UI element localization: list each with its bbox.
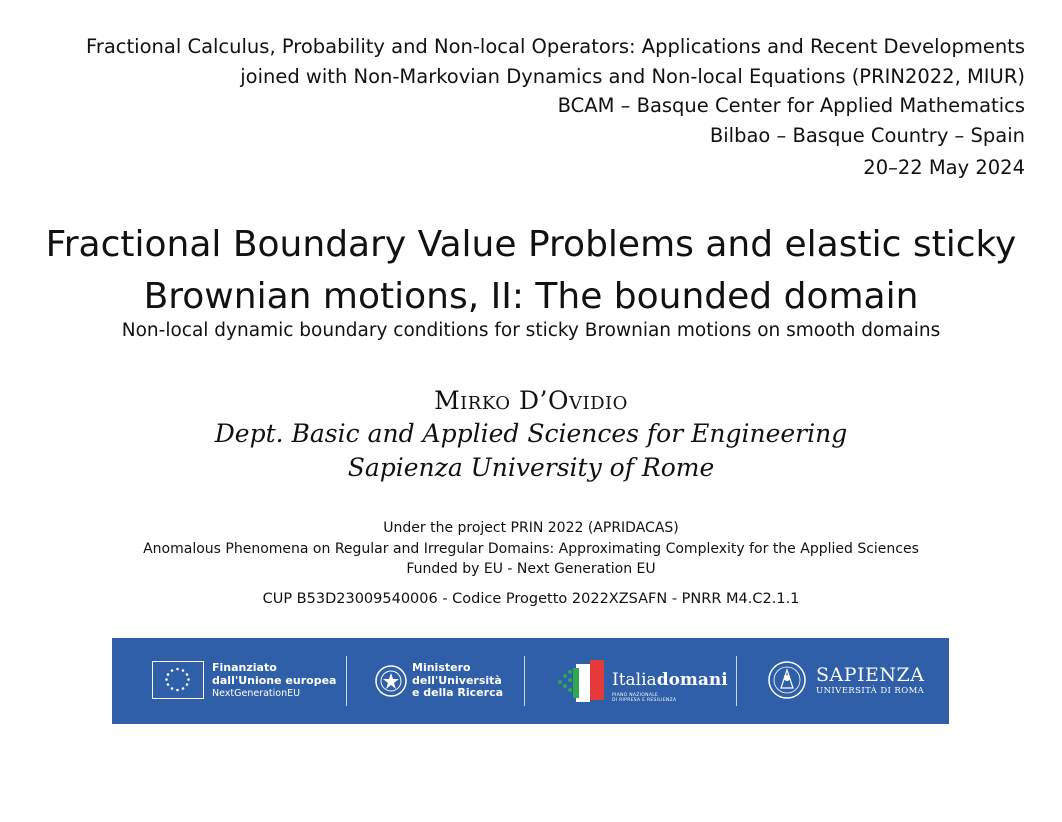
italia-domani-icon xyxy=(556,658,608,704)
sapienza-sub: UNIVERSITÀ DI ROMA xyxy=(816,686,925,696)
eu-line3: NextGenerationEU xyxy=(212,688,301,699)
eu-line1: Finanziato xyxy=(212,661,277,674)
italia-domani-subtext xyxy=(612,693,676,703)
eu-flag-icon xyxy=(152,661,204,699)
conference-date: 20–22 May 2024 xyxy=(863,156,1025,179)
italia-sub1: PIANO NAZIONALE xyxy=(612,693,659,698)
italia-part1: Italia xyxy=(612,670,657,690)
ministry-text xyxy=(412,662,503,700)
mur-line2: dell'Università xyxy=(412,673,502,687)
sapienza-wordmark xyxy=(816,664,924,696)
talk-title xyxy=(0,219,1062,323)
mur-line3: e della Ricerca xyxy=(412,686,504,699)
sapienza-name: SAPIENZA xyxy=(816,664,925,686)
project-funding: Funded by EU - Next Generation EU xyxy=(406,561,656,577)
eu-line2: dall'Unione europea xyxy=(212,674,337,687)
project-full-title: Anomalous Phenomena on Regular and Irregular Domains: Approximating Complexity for the Applied Sciences xyxy=(143,540,919,557)
italia-domani-wordmark xyxy=(612,671,728,689)
talk-title-line2: Brownian motions, II: The bounded domain xyxy=(143,276,919,317)
talk-subtitle: Non-local dynamic boundary conditions for sticky Brownian motions on smooth domains xyxy=(121,320,941,341)
conference-title: Fractional Calculus, Probability and Non-local Operators: Applications and Recent Developments xyxy=(86,35,1025,58)
italia-part2: domani xyxy=(656,670,728,690)
author-block xyxy=(0,385,1062,485)
author-university: Sapienza University of Rome xyxy=(347,453,715,482)
author-department: Dept. Basic and Applied Sciences for Engineering xyxy=(214,419,848,448)
banner-divider xyxy=(736,656,737,706)
author-name: Mirko D’Ovidio xyxy=(434,386,628,415)
project-info xyxy=(0,518,1062,609)
conference-venue: BCAM – Basque Center for Applied Mathematics xyxy=(557,94,1025,117)
conference-joint: joined with Non-Markovian Dynamics and Non-local Equations (PRIN2022, MIUR) xyxy=(240,64,1025,88)
banner-divider xyxy=(524,656,525,706)
project-name: Under the project PRIN 2022 (APRIDACAS) xyxy=(383,520,679,536)
conference-header xyxy=(25,32,1025,183)
mur-line1: Ministero xyxy=(412,661,471,674)
conference-location: Bilbao – Basque Country – Spain xyxy=(709,123,1025,147)
ministry-emblem-icon xyxy=(374,663,408,699)
sapienza-seal-icon xyxy=(767,660,807,700)
project-cup: CUP B53D23009540006 - Codice Progetto 2022XZSAFN - PNRR M4.C2.1.1 xyxy=(262,590,800,607)
eu-funding-text xyxy=(212,661,336,700)
banner-divider xyxy=(346,656,347,706)
talk-title-line1: Fractional Boundary Value Problems and elastic sticky xyxy=(45,224,1017,265)
funding-logos-banner xyxy=(112,638,949,724)
italia-sub2: DI RIPRESA E RESILIENZA xyxy=(612,698,677,703)
